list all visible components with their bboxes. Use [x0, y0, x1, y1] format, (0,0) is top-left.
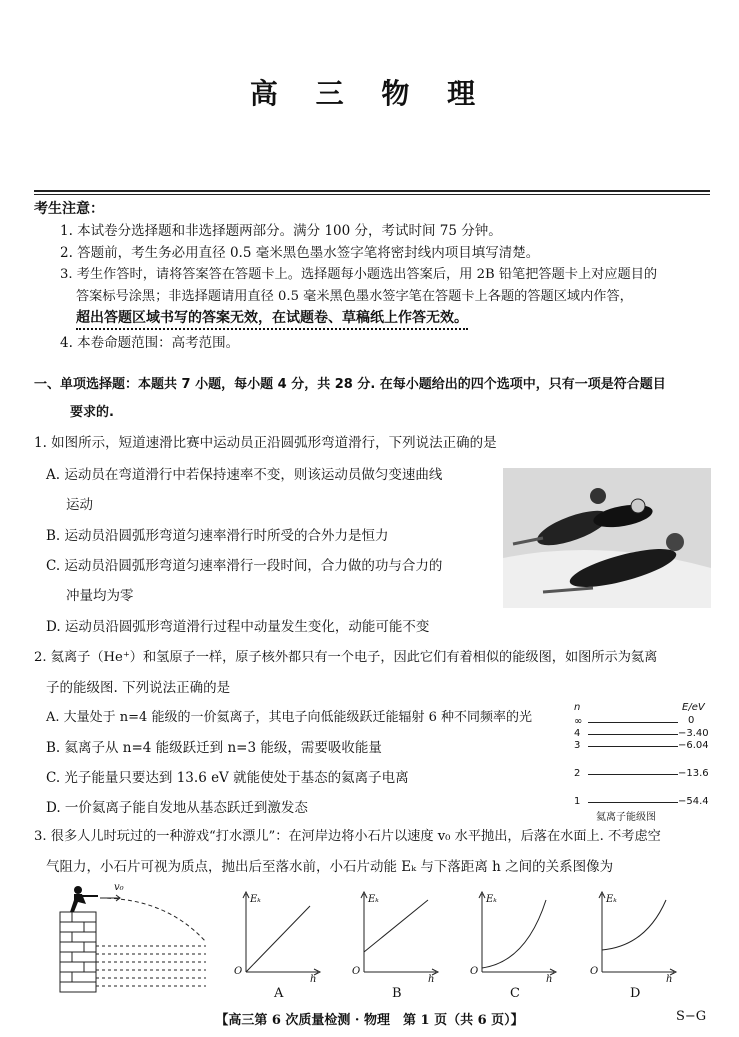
level-line	[588, 774, 678, 775]
graph-origin: O	[470, 966, 479, 977]
level-n: 1	[574, 796, 581, 807]
q2-stem-cont: 子的能级图. 下列说法正确的是	[46, 680, 231, 696]
graph-axis-y: Eₖ	[368, 894, 379, 905]
notice-emphasis: 超出答题区域书写的答案无效，在试题卷、草稿纸上作答无效。	[76, 309, 468, 327]
level-n-label: n	[574, 702, 581, 713]
graph-axis-x: h	[310, 974, 317, 985]
graph-label: D	[630, 986, 641, 1001]
graph-option-d	[590, 890, 680, 1000]
level-n: 2	[574, 768, 581, 779]
graph-label: C	[510, 986, 520, 1001]
notice-item-3-cont: 答案标号涂黑；非选择题请用直径 0.5 毫米黑色墨水签字笔在答题卡上各题的答题区域内作答，	[76, 289, 633, 304]
level-line	[588, 746, 678, 747]
footer-code: S−G	[676, 1009, 707, 1024]
q2-option-d: D. 一价氦离子能自发地从基态跃迁到激发态	[46, 800, 308, 816]
speed-skating-photo	[503, 468, 711, 608]
q1-option-b: B. 运动员沿圆弧形弯道匀速率滑行时所受的合外力是恒力	[46, 528, 389, 544]
graph-origin: O	[352, 966, 361, 977]
graph-axis-x: h	[666, 974, 673, 985]
divider-thick	[34, 190, 710, 192]
q1-option-c: C. 运动员沿圆弧形弯道匀速率滑行一段时间，合力做的功与合力的	[46, 558, 443, 574]
level-e-label: E/eV	[682, 702, 705, 713]
q3-stem: 3. 很多人儿时玩过的一种游戏“打水漂儿”：在河岸边将小石片以速度 v₀ 水平抛出，后落在水面上. 不考虑空	[34, 829, 661, 844]
graph-axis-x: h	[428, 974, 435, 985]
v0-label: v₀	[114, 882, 124, 893]
stone-throw-figure	[56, 884, 216, 994]
q1-stem: 1. 如图所示，短道速滑比赛中运动员正沿圆弧形弯道滑行，下列说法正确的是	[34, 435, 497, 451]
level-diagram-caption: 氦离子能级图	[596, 812, 656, 823]
graph-axis-y: Eₖ	[486, 894, 497, 905]
notice-item-4: 4. 本卷命题范围：高考范围。	[60, 335, 240, 351]
graph-origin: O	[590, 966, 599, 977]
page-title: 高 三 物 理	[249, 77, 490, 110]
level-line	[588, 734, 678, 735]
level-e: −3.40	[678, 728, 709, 739]
level-line	[588, 802, 678, 803]
level-n: 4	[574, 728, 581, 739]
level-e: −6.04	[678, 740, 709, 751]
q1-option-a: A. 运动员在弯道滑行中若保持速率不变，则该运动员做匀变速曲线	[46, 467, 443, 483]
q1-option-c-cont: 冲量均为零	[66, 588, 134, 604]
level-e: −13.6	[678, 768, 709, 779]
level-n: ∞	[574, 716, 583, 727]
q2-stem: 2. 氦离子（He⁺）和氢原子一样，原子核外都只有一个电子，因此它们有着相似的能级图，如图所示为氦离	[34, 650, 658, 665]
graph-option-c	[470, 890, 560, 1000]
q1-option-d: D. 运动员沿圆弧形弯道滑行过程中动量发生变化，动能可能不变	[46, 619, 430, 635]
page-footer: 【高三第 6 次质量检测 · 物理 第 1 页（共 6 页）】	[215, 1013, 524, 1028]
graph-axis-y: Eₖ	[250, 894, 261, 905]
q1-option-a-cont: 运动	[66, 497, 93, 513]
graph-label: B	[392, 986, 402, 1001]
graph-option-a	[234, 890, 324, 1000]
level-e: 0	[688, 715, 695, 726]
graph-axis-x: h	[546, 974, 553, 985]
q2-option-c: C. 光子能量只要达到 13.6 eV 就能使处于基态的氦离子电离	[46, 770, 409, 786]
graph-origin: O	[234, 966, 243, 977]
divider-thin	[34, 194, 710, 195]
notice-item-2: 2. 答题前，考生务必用直径 0.5 毫米黑色墨水签字笔将密封线内项目填写清楚。	[60, 245, 540, 261]
energy-level-diagram	[570, 702, 715, 827]
q2-option-b: B. 氦离子从 n=4 能级跃迁到 n=3 能级，需要吸收能量	[46, 740, 382, 756]
q3-stem-cont: 气阻力，小石片可视为质点，抛出后至落水前，小石片动能 Eₖ 与下落距离 h 之间的关系图像为	[46, 859, 614, 875]
level-line	[588, 722, 678, 723]
graph-axis-y: Eₖ	[606, 894, 617, 905]
graph-option-b	[352, 890, 442, 1000]
notice-item-3: 3. 考生作答时，请将答案答在答题卡上。选择题每小题选出答案后，用 2B 铅笔把答题卡上对应题目的	[60, 267, 658, 282]
q2-option-a: A. 大量处于 n=4 能级的一价氦离子，其电子向低能级跃迁能辐射 6 种不同频率的光	[46, 710, 532, 725]
section-heading: 一、单项选择题：本题共 7 小题，每小题 4 分，共 28 分. 在每小题给出的四个选项中，只有一项是符合题目	[34, 377, 666, 392]
section-heading-cont: 要求的.	[70, 405, 114, 420]
level-e: −54.4	[678, 796, 709, 807]
graph-label: A	[274, 986, 284, 1001]
notice-heading: 考生注意：	[34, 201, 104, 217]
notice-item-1: 1. 本试卷分选择题和非选择题两部分。满分 100 分，考试时间 75 分钟。	[60, 223, 502, 239]
level-n: 3	[574, 740, 581, 751]
